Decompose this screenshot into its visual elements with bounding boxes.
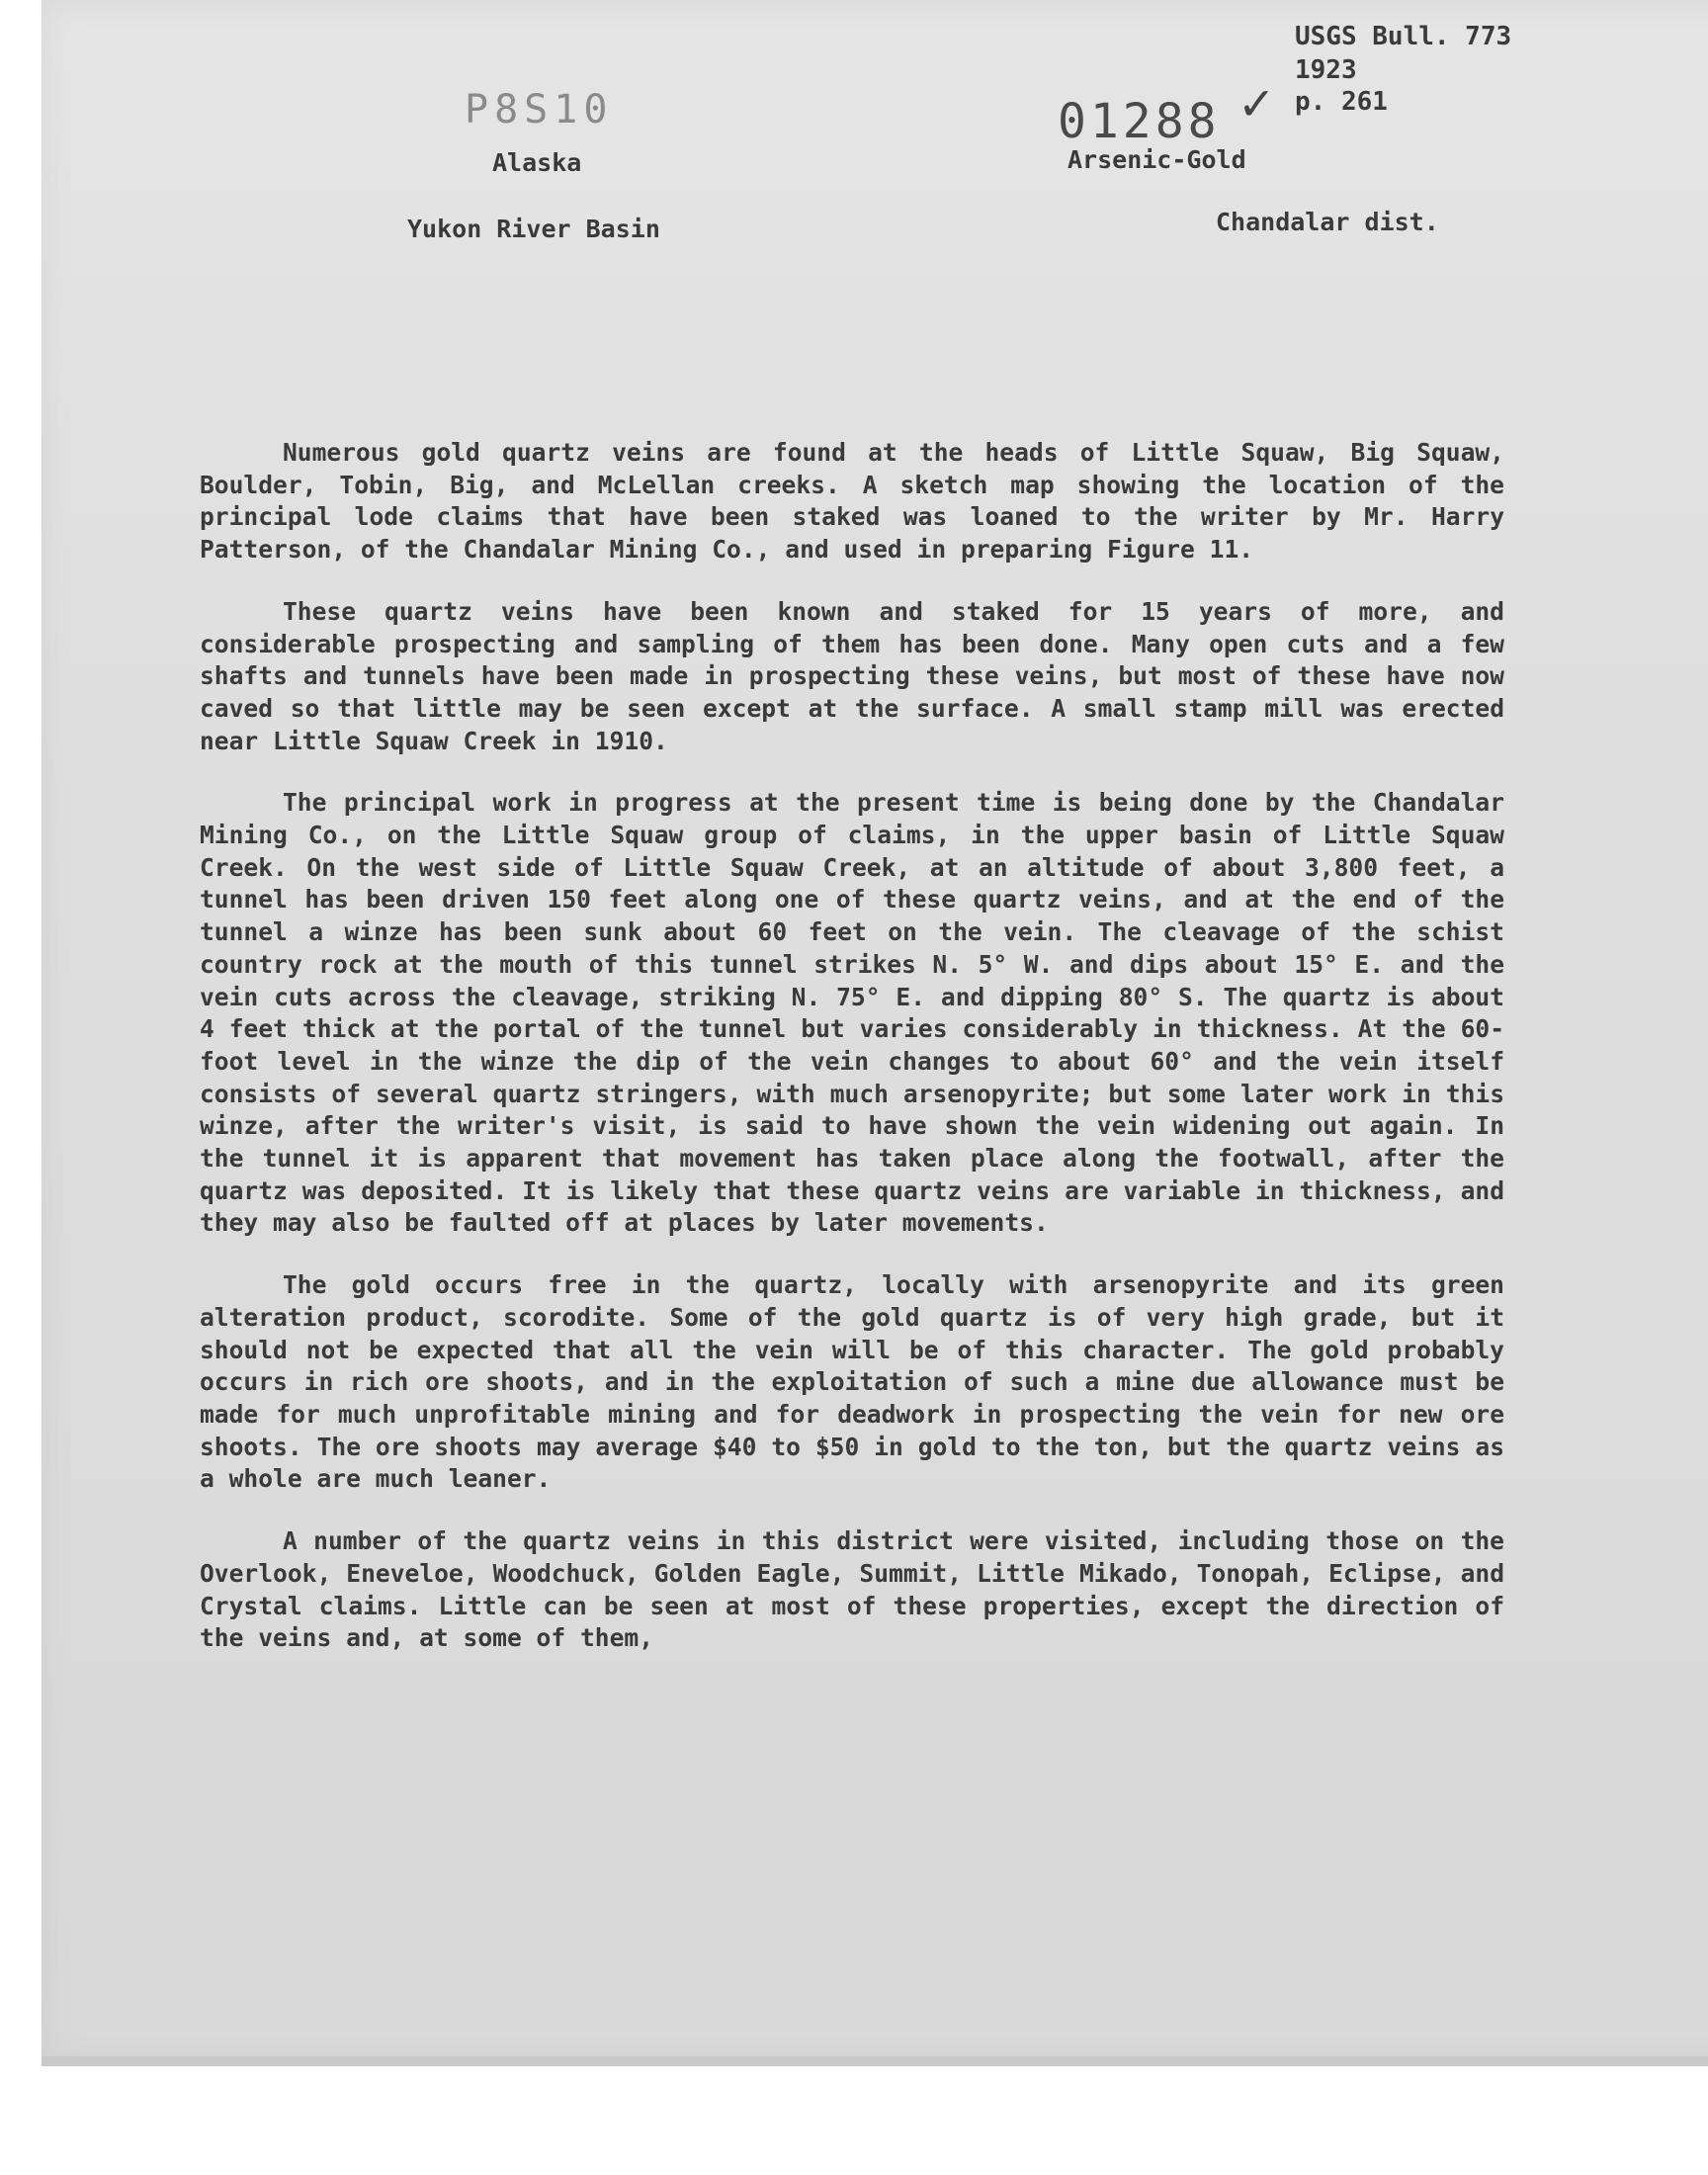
header-basin: Yukon River Basin bbox=[407, 215, 660, 243]
citation-year: 1923 bbox=[1295, 55, 1357, 85]
citation-bulletin: USGS Bull. 773 bbox=[1295, 22, 1512, 51]
paragraph-2: These quartz veins have been known and staked for 15 years of more, and considerable prospecting and sampling of them has been done. Many open cuts and a few shafts and tunnels have been made in prospecting these veins, but most of these have now caved so that little may be seen except at the surface. A small stamp mill was erected near Little Squaw Creek in 1910. bbox=[200, 596, 1504, 755]
header-district: Chandalar dist. bbox=[1216, 208, 1439, 236]
citation-page: p. 261 bbox=[1295, 87, 1388, 117]
checkmark-icon: ✓ bbox=[1238, 77, 1276, 130]
header-commodity: Arsenic-Gold bbox=[1068, 145, 1246, 174]
paragraph-4: The gold occurs free in the quartz, locally with arsenopyrite and its green alteration product, scorodite. Some of the gold quartz is of very high grade, but it should not be expected that all the vein will be of this character. The gold probably occurs in rich ore shoots, and in the exploitation of such a mine due allowance must be made for much unprofitable mining and for deadwork in prospecting the vein for new ore shoots. The ore shoots may average $40 to $50 in gold to the ton, but the quartz veins as a whole are much leaner. bbox=[200, 1270, 1504, 1494]
body-text bbox=[200, 437, 1504, 1655]
paragraph-3: The principal work in progress at the present time is being done by the Chandalar Mining Co., on the Little Squaw group of claims, in the upper basin of Little Squaw Creek. On the west side of Little Squaw Creek, at an altitude of about 3,800 feet, a tunnel has been driven 150 feet along one of these quartz veins, and at the end of the tunnel a winze has been sunk about 60 feet on the vein. The cleavage of the schist country rock at the mouth of this tunnel strikes N. 5° W. and dips about 15° E. and the vein cuts across the cleavage, striking N. 75° E. and dipping 80° S. The quartz is about 4 feet thick at the portal of the tunnel but varies considerably in thickness. At the 60-foot level in the winze the dip of the vein changes to about 60° and the vein itself consists of several quartz stringers, with much arsenopyrite; but some later work in this winze, after the writer's visit, is said to have shown the vein widening out again. In the tunnel it is apparent that movement has taken place along the footwall, after the quartz was deposited. It is likely that these quartz veins are variable in thickness, and they may also be faulted off at places by later movements. bbox=[200, 788, 1504, 1238]
paragraph-1: Numerous gold quartz veins are found at the heads of Little Squaw, Big Squaw, Boulder, Tobin, Big, and McLellan creeks. A sketch map showing the location of the principal lode claims that have been staked was loaned to the writer by Mr. Harry Patterson, of the Chandalar Mining Co., and used in preparing Figure 11. bbox=[200, 438, 1504, 565]
paragraph-5: A number of the quartz veins in this district were visited, including those on the Overlook, Eneveloe, Woodchuck, Golden Eagle, Summit, Little Mikado, Tonopah, Eclipse, and Crystal claims. Little can be seen at most of these properties, except the direction of the veins and, at some of them, bbox=[200, 1526, 1504, 1653]
stamp-number-right: 01288 bbox=[1058, 94, 1221, 149]
header-state: Alaska bbox=[492, 148, 582, 177]
stamp-number-left: P8S10 bbox=[465, 87, 614, 132]
